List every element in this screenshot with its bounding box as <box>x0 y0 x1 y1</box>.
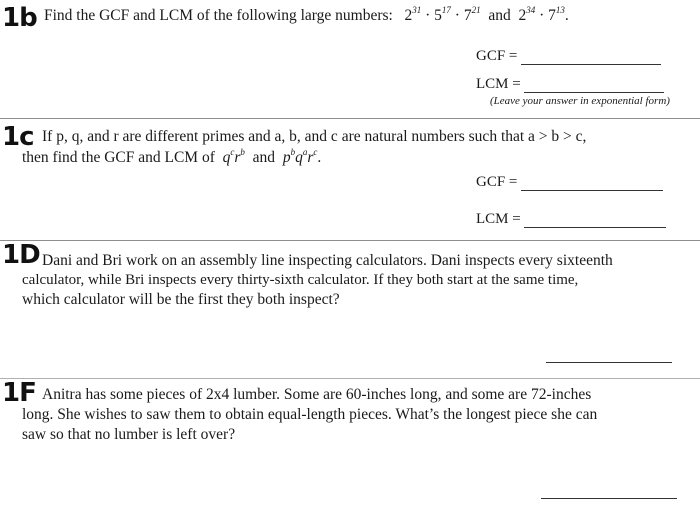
question-1d-line1: Dani and Bri work on an assembly line inspecting calculators. Dani inspects every sixteenth <box>42 252 613 269</box>
lcm-label: LCM = <box>476 211 521 227</box>
question-1f-label: 1F <box>2 378 36 408</box>
q1c-lcm-row <box>476 211 666 228</box>
question-1f-line2: long. She wishes to saw them to obtain equal-length pieces. What’s the longest piece she can <box>22 406 598 423</box>
question-1d-line3: which calculator will be the first they both inspect? <box>22 291 340 308</box>
lcm-answer-blank[interactable] <box>524 78 664 93</box>
question-1b-text: Find the GCF and LCM of the following large numbers: <box>44 7 393 24</box>
question-1c-label: 1c <box>2 122 34 152</box>
divider-1 <box>0 118 700 119</box>
question-1b-label: 1b <box>2 3 37 33</box>
gcf-answer-blank[interactable] <box>521 176 663 191</box>
divider-2 <box>0 240 700 241</box>
expr-second-number: $2^{34} \cdot 7^{13}$ <box>518 4 565 24</box>
question-1c-line1: If p, q, and r are different primes and a, b, and c are natural numbers such that a > b > c, <box>42 128 587 145</box>
question-1c-line2: then find the GCF and LCM of $q^cr^b$ and $p^bq^ar^c$. <box>22 146 322 166</box>
expr-qr: $q^cr^b$ <box>222 146 245 166</box>
divider-3 <box>0 378 700 379</box>
question-1b-prompt: Find the GCF and LCM of the following large numbers: $2^{31} \cdot 5^{17} \cdot 7^{21}$ and $2^{34} \cdot 7^{13}$. <box>44 4 569 24</box>
lcm-answer-blank[interactable] <box>524 213 666 228</box>
expr-pqr: $p^bq^ar^c$ <box>282 146 318 166</box>
question-1f-line1: Anitra has some pieces of 2x4 lumber. Some are 60-inches long, and some are 72-inches <box>42 386 592 403</box>
lcm-label: LCM = <box>476 76 521 92</box>
gcf-label: GCF = <box>476 174 518 190</box>
q1b-lcm-row <box>476 76 664 93</box>
gcf-answer-blank[interactable] <box>521 50 661 65</box>
conjunction: and <box>488 7 511 24</box>
q1b-gcf-row <box>476 48 661 65</box>
q1d-answer-blank[interactable] <box>546 362 672 363</box>
question-1f-line3: saw so that no lumber is left over? <box>22 426 236 443</box>
expr-first-number: $2^{31} \cdot 5^{17} \cdot 7^{21}$ <box>404 4 481 24</box>
exponential-form-note: (Leave your answer in exponential form) <box>490 95 670 107</box>
q1f-answer-blank[interactable] <box>541 498 677 499</box>
gcf-label: GCF = <box>476 48 518 64</box>
question-1d-label: 1D <box>2 240 40 270</box>
q1c-gcf-row <box>476 174 663 191</box>
question-1d-line2: calculator, while Bri inspects every thirty-sixth calculator. If they both start at the same time, <box>22 272 579 288</box>
